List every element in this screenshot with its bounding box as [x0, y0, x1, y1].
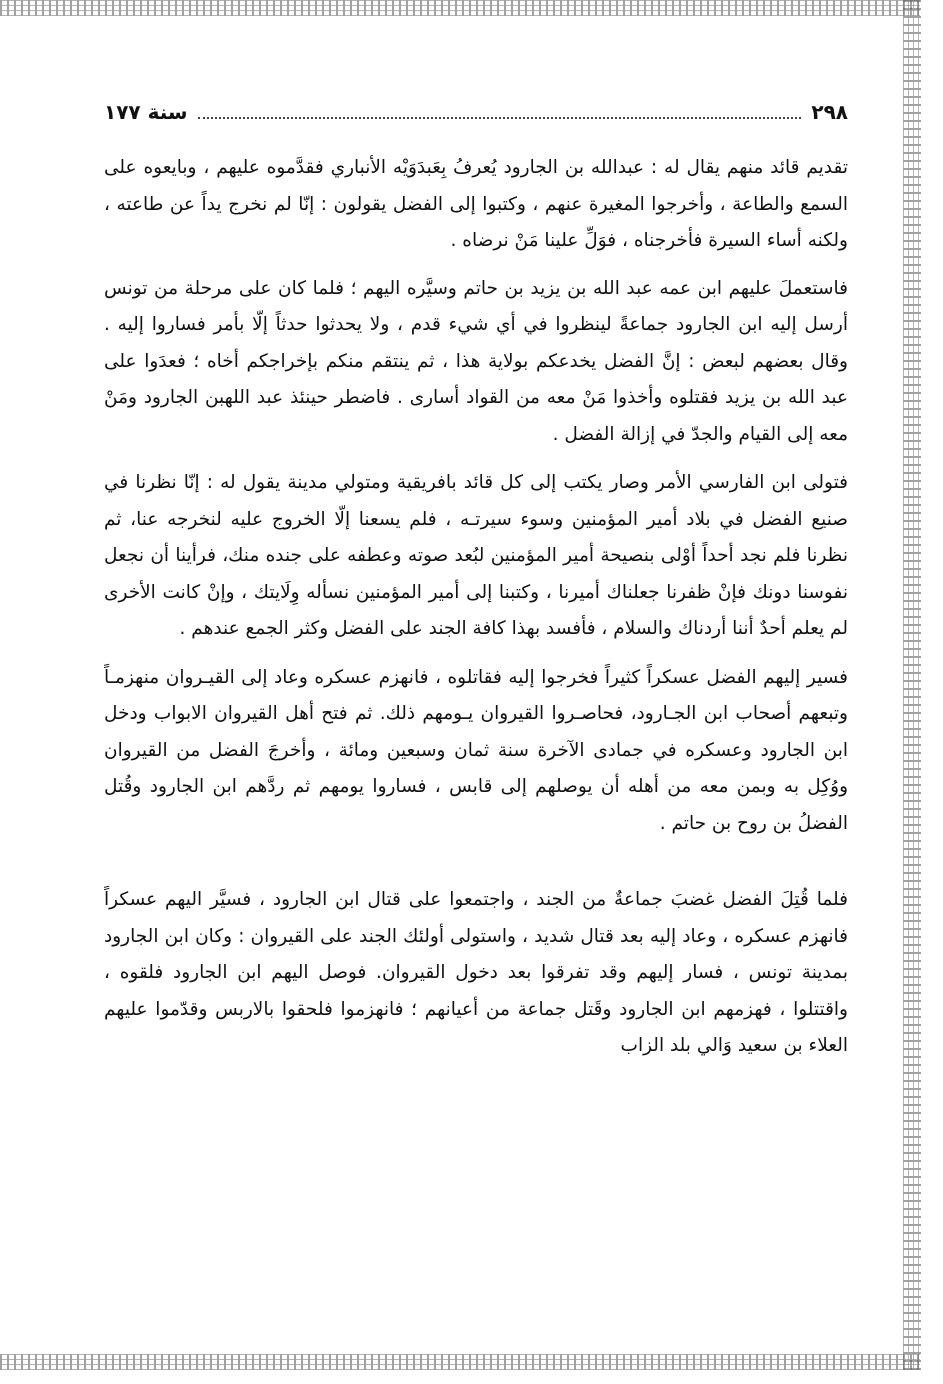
paragraph-2: فاستعملَ عليهم ابن عمه عبد الله بن يزيد بن حاتم وسيَّره اليهم ؛ فلما كان على مرحلة من تونس أرسل إليه ابن الجارود جماعةً لينظروا في أي شيء قدم ، ولا يحدثوا حدثاً إلّا بأمر فساروا إليه . وقال بعضهم لبعض : إنَّ الفضل يخدعكم بولاية هذا ، ثم ينتقم منكم بإخراجكم أخاه ؛ فعدَوا على عبد الله بن يزيد فقتلوه وأخذوا مَنْ معه من القواد أسارى . فاضطر حينئذ عبد اللهبن الجارود ومَنْ معه إلى القيام والجدّ في إزالة الفضل .: [104, 277, 848, 445]
paragraph-3: فتولى ابن الفارسي الأمر وصار يكتب إلى كل قائد بافريقية ومتولي مدينة يقول له : إنّا نظرنا في صنيع الفضل في بلاد أمير المؤمنين وسوء سيرتـه ، فلم يسعنا إلّا الخروج عليه لنخرجه عنا، ثم نظرنا فلم نجد أحداً أوْلى بنصيحة أمير المؤمنين لبُعد صوته وعطفه على جنده منك، فرأينا أن نجعل نفوسنا دونك فإنْ ظفرنا جعلناك أميرنا ، وكتبنا إلى أمير المؤمنين نسأله وِلَايتك ، وإنْ كانت الأخرى لم يعلم أحدٌ أننا أردناك والسلام ، فأفسد بهذا كافة الجند على الفضل وكثر الجمع عندهم .: [104, 472, 848, 639]
decorative-border-right: [903, 0, 921, 1370]
paragraph-1: تقديم قائد منهم يقال له : عبدالله بن الجارود يُعرفُ بِعَبدَوَيْه الأنباري فقدَّموه عليهم ، وبايعوه على السمع والطاعة ، وأخرجوا المغيرة عنهم ، وكتبوا إلى الفضل يقولون : إنّا لم نخرج يداً عن طاعته ، ولكنه أساء السيرة فأخرجناه ، فوَلِّ علينا مَنْ نرضاه .: [104, 157, 848, 251]
decorative-border-top: [0, 0, 920, 16]
page-header: [104, 95, 848, 129]
header-dotted-rule: [198, 105, 802, 119]
page-number: ٢٩٨: [811, 100, 848, 124]
page-body: [104, 150, 848, 1065]
decorative-border-bottom: [0, 1354, 920, 1370]
paragraph-5: فلما قُتِلَ الفضل غضبَ جماعةٌ من الجند ، واجتمعوا على قتال ابن الجارود ، فسيَّر اليهم عسكراً فانهزم عسكره ، وعاد إليه بعد قتال شديد ، واستولى أولئك الجند على القيروان : وكان ابن الجارود بمدينة تونس ، فسار إليهم وقد تفرقوا بعد دخول القيروان. فوصل اليهم ابن الجارود فلقوه ، واقتتلوا ، فهزمهم ابن الجارود وقَتل جماعة من أعيانهم ؛ فانهزموا فلحقوا بالاربس وقدّموا عليهم العلاء بن سعيد وَالي بلد الزاب: [104, 889, 848, 1056]
running-title: سنة ١٧٧: [104, 100, 188, 124]
paragraph-4: فسير إليهم الفضل عسكراً كثيراً فخرجوا إليه فقاتلوه ، فانهزم عسكره وعاد إلى القيـروان منهزمـاً وتبعهم أصحاب ابن الجـارود، فحاصـروا القيروان يـومهم ذلك. ثم فتح أهل القيروان الابواب ودخل ابن الجارود وعسكره في جمادى الآخرة سنة ثمان وسبعين ومائة ، وأخرجَ الفضل من القيروان ووُكِل به وبمن معه من أهله أن يوصلهم إلى قابس ، فساروا يومهم ثم ردَّهم ابن الجارود وقُتل الفضلُ بن روح بن حاتم .: [104, 666, 848, 834]
